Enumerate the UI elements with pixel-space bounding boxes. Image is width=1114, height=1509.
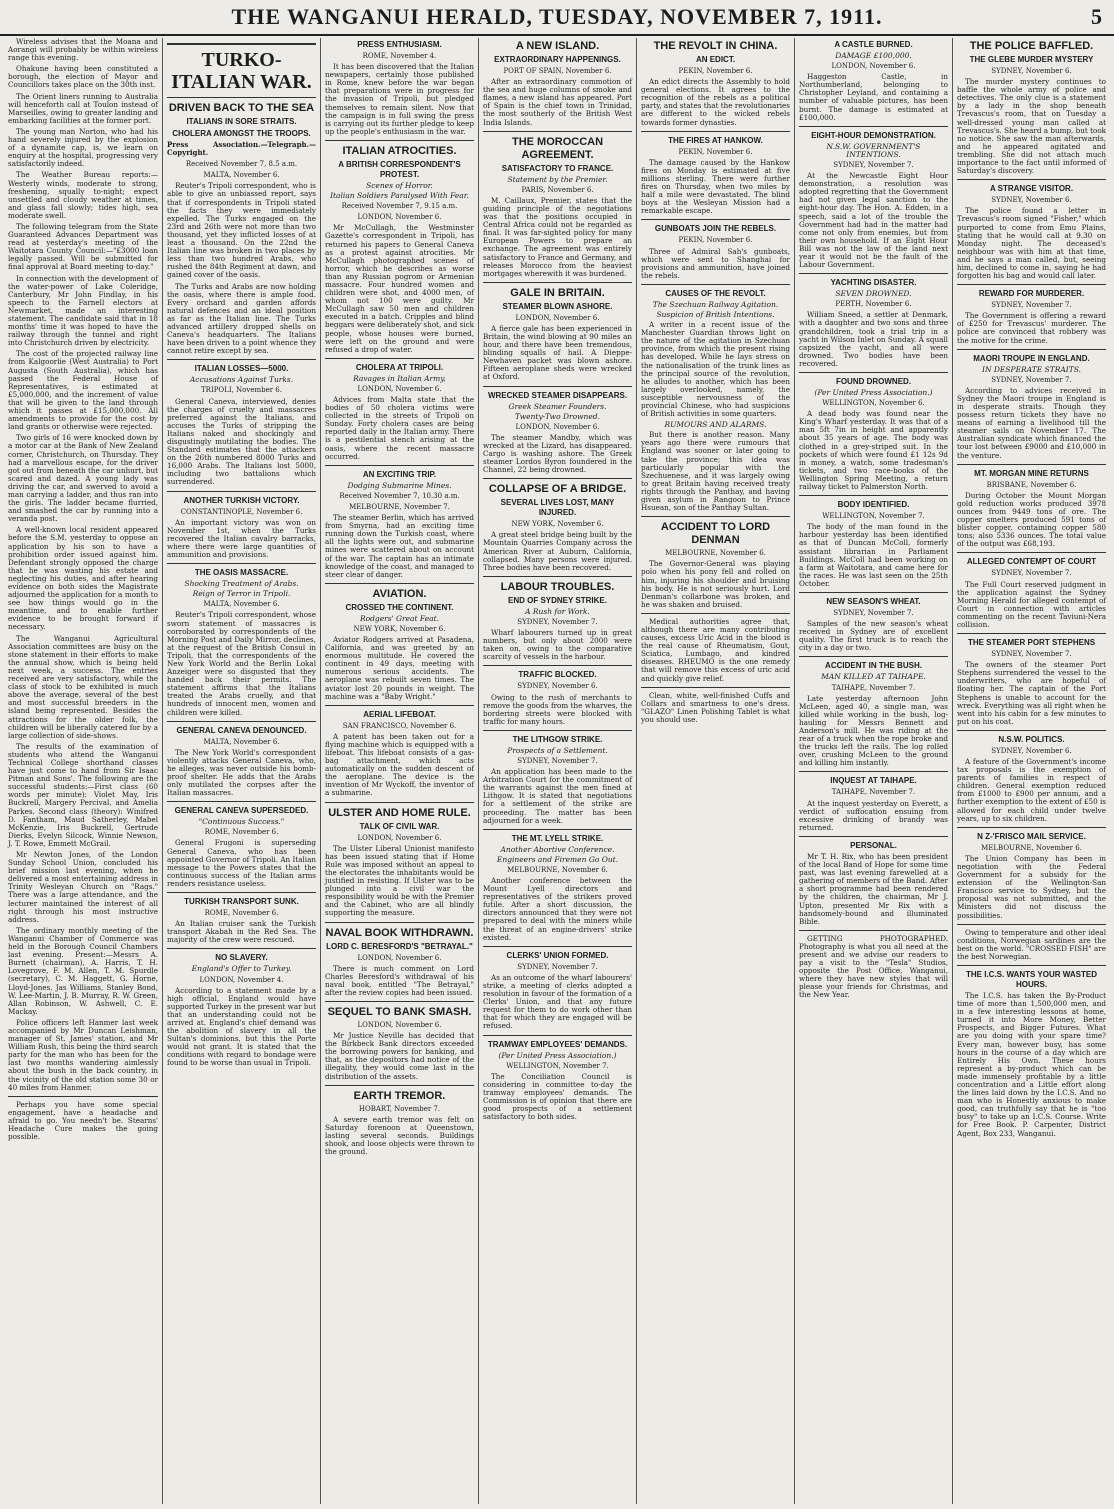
dateline: SYDNEY, November 7. <box>517 962 598 971</box>
subheadline: Twenty-Two Drowned. <box>515 411 600 421</box>
paragraph: Two girls of 16 were knocked down by a motor car at the Bank of New Zealand corner, Christchurch, on Thursday. They had a marvellous escape, for the driver got out from beneath the car unhurt, but scared and dazed. A young lady was driving the car, and swerved to avoid a man carrying a ladder, and thus ran into the girls. The ladder became flurried, and smashed the car by running into a veranda post. <box>8 433 158 524</box>
article-body: A severe earth tremor was felt on Saturday forenoon at Queenstown, lasting several seconds. Buildings shook, and loose objects were thrown to the ground. <box>325 1114 474 1157</box>
subheadline: Scenes of Horror. <box>366 180 433 190</box>
article-body: Wharf labourers turned up in great numbers, but only about 2000 were taken on, owing to the comparative scarcity of vessels in the harbour. <box>483 628 632 662</box>
article-body: The damage caused by the Hankow fires on Monday is estimated at five millions sterling. There were further fires on Thursday, when two miles by half a mile were devastated. The blind boys at the Wesleyan Mission had a remarkable escape. <box>641 157 790 216</box>
dateline: SYDNEY, November 6. <box>991 196 1072 205</box>
dateline: SYDNEY, November 6. <box>517 682 598 691</box>
article-body: Mr McCullagh, the Westminster Gazette's correspondent in Tripoli, has returned his papers to General Caneva as a protest against atrocities. Mr McCullagh photographed scenes of horror, which he describes as worse than any Russian pogrom or Armenian massacre. Four hundred women and children were shot, and 4000 men, of whom not 100 were guilty. Mr McCullagh saw 50 men and children executed in a batch. Cripples and blind beggars were deliberately shot, and sick people, whose houses were burned, were left on the ground and were refused a drop of water. <box>325 223 474 354</box>
divider <box>325 140 474 141</box>
divider <box>325 358 474 359</box>
article-body: An important victory was won on November 1st, when the Turks recovered the Italian cavalry barracks, where there were large quantities of ammunition and provisions. <box>167 517 316 560</box>
dateline: LONDON, November 6. <box>831 62 916 71</box>
dateline: SYDNEY, November 6. <box>991 746 1072 755</box>
subheadline: A Rush for Work. <box>525 606 590 616</box>
paragraph: The following telegram from the State Guaranteed Advances Department was read at yesterday's meeting of the Waitotara County Council:—"£3000 loan legally passed. Will be submitted for final approval at Board meeting to-day." <box>8 221 158 272</box>
headline: GUNBOATS JOIN THE REBELS. <box>654 224 777 234</box>
subheadline: (Per United Press Association.) <box>814 388 933 397</box>
advertisement: Medical authorities agree that, although there are many contributing causes, excess Uric Acid in the blood is the real cause of Rheumatism, Gout, Sciatica, Lumbago, and kindred diseases. RHEUMO is the one remedy that will remove this excess of uric acid and quickly give relief. <box>641 616 790 683</box>
article-body: William Sneed, a settler at Denmark, with a daughter and two sons and three grandchildren, took a trial trip in a yacht in Wilson Inlet on Sunday. A squall capsized the yacht, and all were drowned. Two bodies have been recovered. <box>799 310 948 368</box>
subheadline: THE GLEBE MURDER MYSTERY <box>969 55 1094 64</box>
paragraph: In connection with the development of the water-power of Lake Coleridge, Canterbury, Mr John Findlay, in his speech to the Farnell electors at Newmarket, made an interesting statement. The candidate said that in 18 months' time it was hoped to have the railway through the tunnel and right into Christchurch driven by electricity. <box>8 273 158 348</box>
dateline: ROME, November 6. <box>204 909 279 918</box>
headline: REWARD FOR MURDERER. <box>978 289 1085 299</box>
dateline: PEKIN, November 6. <box>678 147 753 156</box>
column-2 <box>162 38 320 1504</box>
headline: TURKISH TRANSPORT SUNK. <box>184 897 299 907</box>
masthead <box>0 0 1114 36</box>
subheadline: Another Abortive Conference. <box>500 844 615 854</box>
headline: THE MT. LYELL STRIKE. <box>511 833 604 843</box>
dateline: SYDNEY, November 7. <box>991 650 1072 659</box>
received-line: Received November 7, 8.5 a.m. <box>185 160 298 169</box>
divider <box>167 801 316 802</box>
dateline: SYDNEY, November 6. <box>991 67 1072 75</box>
headline: SEQUEL TO BANK SMASH. <box>327 1005 472 1018</box>
article-body: Late yesterday afternoon John McLeen, aged 40, a single man, was killed while working in the bush, log-hauling for Messrs Bennett and Anderson's mill. He was riding at the rear of a truck when the rope broke and the trucks left the rails. The log rolled over, crushing McLeen to the ground and killing him instantly. <box>799 693 948 768</box>
dateline: MELBOURNE, November 6. <box>507 865 608 874</box>
article-body: A great steel bridge being built by the Mountain Quarries Company across the American River at Auburn, California, collapsed. Many persons were injured. Three bodies have been recovered. <box>483 530 632 572</box>
divider <box>325 802 474 803</box>
article-body: At the inquest yesterday on Everett, a verdict of suffocation ensuing from excessive drinking of brandy was returned. <box>799 798 948 832</box>
article-body: The New York World's correspondent violently attacks General Caneva, who, he alleges, was never outside his bomb-proof shelter. He adds that the Arabs only mutilated the corpses after the Italian massacres. <box>167 747 316 798</box>
dateline: LONDON, November 6. <box>357 213 442 222</box>
divider <box>167 43 316 45</box>
paragraph: Ohakune having been constituted a borough, the election of Mayor and Councillors takes place on the 30th inst. <box>8 64 158 90</box>
headline: TRAFFIC BLOCKED. <box>518 670 597 680</box>
article-body: The owners of the steamer Port Stephens surrendered the vessel to the underwriters, who are hopeful of floating her. The captain of the Port Stephens is unable to account for the wreck. Everything was all right when he went into his cabin for a few minutes to put on his coat. <box>957 660 1106 726</box>
dateline: MALTA, November 6. <box>203 171 280 180</box>
dateline: SAN FRANCISCO, November 6. <box>342 721 457 730</box>
divider <box>957 827 1106 828</box>
subheadline: SEVERAL LIVES LOST, MANY INJURED. <box>500 498 615 518</box>
divider <box>483 282 632 283</box>
divider <box>483 730 632 731</box>
subheadline: SEVEN DROWNED. <box>835 289 912 299</box>
headline: CHOLERA AT TRIPOLI. <box>355 362 444 372</box>
headline: MT. MORGAN MINE RETURNS <box>974 468 1089 478</box>
article-body: A fierce gale has been experienced in Britain, the wind blowing at 90 miles an hour, and there have been tremendous, blinding squalls of hail. A Dieppe-Newhaven packet was blown ashore. Fifteen aeroplane sheds were wrecked at Oxford. <box>483 323 632 382</box>
headline: FOUND DROWNED. <box>835 377 912 386</box>
headline: INQUEST AT TAIHAPE. <box>830 776 917 786</box>
article-body: The Governor-General was playing polo when his pony fell and rolled on him, injuring his shoulder and bruising his body. He is not seriously hurt. Lord Denman's collarbone was broken, and he was shaken and bruised. <box>641 559 790 609</box>
newspaper-title: THE WANGANUI HERALD, TUESDAY, NOVEMBER 7, 1911. <box>231 4 883 29</box>
divider <box>799 495 948 496</box>
divider <box>799 592 948 593</box>
column-6 <box>794 38 952 1504</box>
subheadline: EXTRAORDINARY HAPPENINGS. <box>494 55 621 64</box>
dateline: SYDNEY, November 7. <box>517 756 598 765</box>
article-body: There is much comment on Lord Charles Beresford's withdrawal of his naval book, entitled "The Betrayal," after the review copies had been issued. <box>325 963 474 997</box>
dateline: SYDNEY, November 7. <box>833 608 914 617</box>
headline: ACCIDENT IN THE BUSH. <box>825 661 922 671</box>
article-body: Aviator Rodgers arrived at Pasadena, California, and was greeted by an enormous multitude. He covered the continent in 49 days, meeting with numerous serious accidents. The aeroplane was rebuilt seven times. The aviator lost 20 pounds in weight. The machine was a "Baby Wright." <box>325 634 474 701</box>
subheadline: Greek Steamer Founders. <box>508 401 607 411</box>
subheadline: The Szechuan Railway Agitation. <box>652 299 779 309</box>
headline: THE OASIS MASSACRE. <box>194 568 289 578</box>
paragraph: Police officers left Hanmer last week accompanied by Mr Duncan Leishman, manager of St. James' station, and Mr William Rush, this being the third search party for the man who has been for the last two months wandering aimlessly about the bush in the back country, in the vicinity of the old station some 30 or 40 miles from Hanmer. <box>8 1017 158 1092</box>
headline: ANOTHER TURKISH VICTORY. <box>183 495 300 505</box>
subheadline: Italian Soldiers Paralysed With Fear. <box>330 191 469 201</box>
dateline: TAIHAPE, November 7. <box>831 788 916 797</box>
dateline: LONDON, November 6. <box>357 833 442 842</box>
article-body: The body of the man found in the harbour yesterday has been identified as that of Duncan McColl, formerly assistant librarian in Parliament Buildings. McColl had been working on a farm at Waitotara, and came here for the races. He was last seen on the 25th October. <box>799 522 948 588</box>
advertisement: The I.C.S. has taken the By-Product time of more than 1,500,000 men, and in a few interesting lessons at home, turned it into More Money, Better Prospects, and Bigger Futures. What are you doing with your spare time? Every man, however busy, has some hours in the course of a day which are Entirely His Own. These hours represent a by-product which can be made immensely profitable by a little concentration and a Little effort along the lines laid down by the I.C.S. And no man who is Honestly anxious to make good, can truthfully say that he is "too busy" to take up an I.C.S. Course. Write for Free Book. P. Carpenter, District Agent, Box 233, Wanganui. <box>957 990 1106 1138</box>
subheadline: (Per United Press Association.) <box>498 1050 617 1060</box>
dateline: LONDON, November 4. <box>199 975 284 984</box>
article-body: After an extraordinary commotion of the sea and huge columns of smoke and flames, a new island has appeared. Port of Spain is the chief town in Trinidad, the most southerly of the British West India Islands. <box>483 77 632 127</box>
article-body: The police found a letter in Trevascus's room signed "Fisher," which purported to come from Emu Plains, stating that he would call at 9.30 on Monday night. The deceased's neighbour was with him at that time, and he says a man called, but, seeing him, declined to come in, saying he had forgotten his bag and would call later. <box>957 206 1106 281</box>
dateline: CONSTANTINOPLE, November 6. <box>180 507 303 516</box>
headline: ACCIDENT TO LORD DENMAN <box>660 521 771 547</box>
headline: AN EXCITING TRIP. <box>362 469 437 479</box>
divider <box>641 687 790 688</box>
subheadline: CROSSED THE CONTINENT. <box>345 602 454 612</box>
article-body: An application has been made to the Arbitration Court for the commitment of the warrants against the men fined at Lithgow. It is stated that negotiations for a settlement of the strike are proceeding. The matter has been adjourned for a week. <box>483 767 632 825</box>
headline: THE I.C.S. WANTS YOUR WASTED HOURS. <box>966 969 1097 989</box>
article-body: The Union Company has been in negotiation with the Federal Government for a subsidy for the extension of the Wellington-San Francisco service to Sydney, but the proposal was not submitted, and the Ministers did not discuss the possibilities. <box>957 853 1106 920</box>
dateline: LONDON, November 6. <box>515 313 600 322</box>
dateline: MALTA, November 6. <box>203 737 280 746</box>
divider <box>799 372 948 373</box>
subheadline: Statement by the Premier. <box>507 174 608 184</box>
headline: A STRANGE VISITOR. <box>989 184 1074 194</box>
subheadline: AN EDICT. <box>695 55 736 64</box>
subheadline: Ravages in Italian Army. <box>353 373 446 383</box>
divider <box>799 273 948 274</box>
subheadline: England's Offer to Turkey. <box>191 964 292 974</box>
divider <box>641 516 790 517</box>
divider <box>167 721 316 722</box>
headline: NAVAL BOOK WITHDRAWN. <box>325 926 474 939</box>
divider <box>957 965 1106 966</box>
dateline: WELLINGTON, November 7. <box>822 512 925 521</box>
divider <box>325 1001 474 1002</box>
advertisement: Owing to temperature and other ideal conditions, Norwegian sardines are the best on the world. "CROSSED FISH" are the best Norwegian. <box>957 927 1106 961</box>
headline: GENERAL CANEVA DENOUNCED. <box>176 725 307 735</box>
article-body: According to a statement made by a high official, England would have supported Turkey in the present war but that an understanding could not be arrived at. England's chief demand was the abolition of slavery in all the Sultan's dominions, but this the Porte would not grant. It is stated that the conditions with regard to bondage were found to be worse than usual in Tripoli. <box>167 985 316 1068</box>
dateline: NEW YORK, November 6. <box>511 520 604 529</box>
dateline: MELBOURNE, November 6. <box>665 549 766 558</box>
headline: WRECKED STEAMER DISAPPEARS. <box>487 390 628 400</box>
column-1 <box>4 38 162 1504</box>
received-line: Received November 7, 10.30 a.m. <box>339 491 460 500</box>
dateline: LONDON, November 6. <box>515 422 600 431</box>
headline: THE LITHGOW STRIKE. <box>512 734 603 744</box>
subheadline: IN DESPERATE STRAITS. <box>982 364 1081 374</box>
subheadline: LORD C. BERESFORD'S "BETRAYAL." <box>326 941 473 951</box>
dateline: MELBOURNE, November 6. <box>981 843 1082 852</box>
dateline: LONDON, November 6. <box>357 384 442 393</box>
headline: NO SLAVERY. <box>215 953 268 963</box>
headline: THE REVOLT IN CHINA. <box>653 40 778 52</box>
dateline: BRISBANE, November 6. <box>986 480 1077 489</box>
subheadline: Rodgers' Great Feat. <box>359 613 440 623</box>
dateline: MALTA, November 6. <box>203 600 280 609</box>
subheadline: RUMOURS AND ALARMS. <box>664 420 767 430</box>
dateline: SYDNEY, November 7. <box>833 160 914 169</box>
paragraph: The Weather Bureau reports:—Westerly winds, moderate to strong, freshening, squally to-night; expect unsettled and cloudy weather at times, and glass fall slowly; tides high, sea moderate swell. <box>8 170 158 220</box>
article-body: The steamer Mandby, which was wrecked at the Lizard, has disappeared. Cargo is washing ashore. The Greek steamer Lordos Byron foundered in the Channel, 22 being drowned. <box>483 432 632 475</box>
subheadline: SATISFACTORY TO FRANCE. <box>501 163 614 173</box>
advertisement: Clean, white, well-finished Cuffs and Collars and smartness to one's dress. "GLAZO" Linen Polishing Tablet is what you should use. <box>641 690 790 724</box>
divider <box>483 946 632 947</box>
article-body: Advices from Malta state that the bodies of 50 cholera victims were collected in the streets of Tripoli on Sunday. Forty cholera cases are being reported daily in the Italian army. There is a pestilential stench arising at the oasis, where the recent massacre occurred. <box>325 395 474 461</box>
article-body: A dead body was found near the King's Wharf yesterday. It was that of a man 5ft 7in in height and apparently about 35 years of age. The body was clothed in a grey-striped suit. In the pockets of which were found £1 12s 9d in money, a watch, some tradesman's tickets, and two race-books of the Wellington Spring Meeting, a return railway ticket to Palmerston North. <box>799 409 948 492</box>
dateline: SYDNEY, November 7. <box>991 301 1072 310</box>
divider <box>957 284 1106 285</box>
subheadline: Dodging Submarine Mines. <box>347 480 452 490</box>
dateline: NEW YORK, November 6. <box>353 624 446 633</box>
article-body: Haggeston Castle, in Northumberland, belonging to Christopher Leyland, and containing a number of valuable pictures, has been burnt. The damage is estimated at £100,000. <box>799 72 948 122</box>
page-number: 5 <box>1091 4 1102 29</box>
divider <box>167 359 316 360</box>
dateline: SYDNEY, November 7. <box>991 569 1072 578</box>
article-body: A writer in a recent issue of the Manchester Guardian throws light on the nature of the agitation in Szechuan province, from which the present rising has developed. While he lays stress on the nationalisation of the trunk lines as the principal source of the revolution, he alludes to another, which has been largely overlooked, namely, the susceptible nervousness of the provincial Chinese, who had suspicions of British activities in some quarters. <box>641 320 790 419</box>
headline: A CASTLE BURNED. <box>834 40 913 49</box>
divider <box>167 97 316 98</box>
divider <box>325 922 474 923</box>
headline: NEW SEASON'S WHEAT. <box>826 596 921 606</box>
subheadline: "Continuous Success." <box>198 817 285 827</box>
divider <box>483 665 632 666</box>
headline: EIGHT-HOUR DEMONSTRATION. <box>811 130 936 140</box>
press-credit: Press Association.—Telegraph.—Copyright. <box>167 140 316 158</box>
divider <box>483 478 632 479</box>
article-body: The murder mystery continues to baffle the whole army of police and detectives. The only clue is a statement by a lady in the shop beneath Trevascus's room, that on Tuesday a well-dressed young man called at Trevascus's. She heard a bump, but took no notice. She saw the man afterwards, and he appeared agitated and trembling. She did not attach much importance to the fact until informed of Saturday's discovery. <box>957 77 1106 176</box>
advertisement: GETTING PHOTOGRAPHED. Photography is what you all need at the present and we advise our readers to pay a visit to the "Tesla" Studios, opposite the Post Office, Wanganui, where they have new styles that will please your friends for Christmas, and the New Year. <box>799 933 948 1000</box>
article-body: Samples of the new season's wheat received in Sydney are of excellent quality. The first truck is to reach the city in a day or two. <box>799 619 948 653</box>
headline: CAUSES OF THE REVOLT. <box>665 288 766 298</box>
divider <box>799 656 948 657</box>
article-body: Owing to the rush of merchants to remove the goods from the wharves, the bordering streets were blocked with traffic for many hours. <box>483 692 632 726</box>
dateline: TAIHAPE, November 7. <box>831 683 916 692</box>
divider <box>641 131 790 132</box>
paragraph: The results of the examination of students who attend the Wanganui Technical College shorthand classes have just come to hand from Sir Isaac Pitman and Sons'. The following are the successful students:—First class (60 words per minute): Violet May, Iris Buckrell, Margery Percival, and Amelia Parkes. Second class (theory): Winifred D. Fantham, Maud Satherley, Mabel McKenzie, Iris Buckrell, Gertrude Dierks, Evelyn Silcock, Winnie Newson, J. T. Rowe, Emmett McGrail. <box>8 741 158 848</box>
divider <box>799 930 948 931</box>
article-body: M. Caillaux, Premier, states that the guiding principle of the negotiations was that the positions occupied in Central Africa could not be regarded as final. It was far-sighted policy for many European Powers to prepare an exchange. The agreement was entirely satisfactory to France and Germany, and releases Morocco from the heaviest mortgages wherewith it was burdened. <box>483 195 632 278</box>
column-3 <box>320 38 478 1504</box>
divider <box>325 583 474 584</box>
paragraph: A well-known local resident appeared before the S.M. yesterday to oppose an application by his son to have a prohibition order issued against him. Defendant strongly opposed the charge that he was wasting his estate and neglecting his duties, and after hearing evidence on both sides the Magistrate adjourned the application for a month to see how things would go in the meantime, and to enable further evidence to be brought forward if necessary. <box>8 525 158 632</box>
dateline: LONDON, November 6. <box>357 953 442 962</box>
divider <box>483 131 632 132</box>
headline: MAORI TROUPE IN ENGLAND. <box>973 353 1090 363</box>
article-body: An edict directs the Assembly to hold general elections. It agrees to the recognition of the rebels as a political party, and states that the revolutionaries are different to the wicked rebels towards former dynasties. <box>641 77 790 127</box>
headline: THE STEAMER PORT STEPHENS <box>967 638 1096 648</box>
divider <box>641 219 790 220</box>
dateline: MELBOURNE, November 7. <box>349 502 450 511</box>
dateline: PEKIN, November 6. <box>678 67 753 75</box>
column-4 <box>478 38 636 1504</box>
article-body: It has been discovered that the Italian newspapers, certainly those published in Rome, knew before the war began that preparations were in progress for the invasion of Tripoli, but pledged themselves to remain silent. Now that the campaign is in full swing the press is carrying out its further pledge to keep up the people's enthusiasm in the war. <box>325 62 474 136</box>
headline: TRAMWAY EMPLOYEES' DEMANDS. <box>487 1039 628 1049</box>
article-body: General Frugoni is superseding General Caneva, who has been appointed Governor of Tripoli. An Italian message to the Powers states that the continuous success of the Italian arms renders resistance useless. <box>167 838 316 888</box>
received-line: Received November 7, 9.15 a.m. <box>341 202 458 211</box>
divider <box>799 126 948 127</box>
dateline: SYDNEY, November 7. <box>517 617 598 626</box>
article-body: As an outcome of the wharf labourers' strike, a meeting of clerks adopted a resolution in favour of the formation of a Clerks' Union, and that any future request for them to do work other than that for which they are engaged will be refused. <box>483 972 632 1031</box>
article-body: The steamer Berlin, which has arrived from Smyrna, had an exciting time running down the Turkish coast, where all the lights were out, and submarine mines were scattered about on account of the war. The captain has an intimate knowledge of the coast, and managed to steer clear of danger. <box>325 513 474 579</box>
divider <box>483 386 632 387</box>
subheadline: TALK OF CIVIL WAR. <box>359 821 440 831</box>
dateline: PERTH, November 6. <box>835 300 912 309</box>
headline: DRIVEN BACK TO THE SEA <box>168 102 315 114</box>
subheadline: DAMAGE £100,000. <box>835 51 912 60</box>
headline: PRESS ENTHUSIASM. <box>357 40 442 49</box>
columns <box>4 38 1110 1504</box>
article-body: According to advices received in Sydney the Maori troupe in England is in desperate straits. Though they possess return tickets they have no means of earning a livelihood till the steamer sails on November 17. The Australian syndicate which financed the tour lost between £9000 and £10,000 in the venture. <box>957 385 1106 460</box>
dateline: LONDON, November 6. <box>357 1020 442 1029</box>
subheadline: Reign of Terror in Tripoli. <box>192 589 291 599</box>
subheadline: END OF SYDNEY STRIKE. <box>508 595 607 605</box>
column-7 <box>952 38 1110 1504</box>
subheadline: ITALIANS IN SORE STRAITS. <box>186 117 297 126</box>
paragraph: The Wanganui Agricultural Association committees are busy on the stone statement in their efforts to make the annual show, which is being held next week, a success. The entries received are very satisfactory, while the class of stock to be exhibited is much above the average, several of the best and most successful breeders in the island being represented. Besides the attractions for the older folk, the children will be liberally catered for by a large collection of side-shows. <box>8 633 158 740</box>
divider <box>641 284 790 285</box>
article-body: The Conciliation Council is considering in committee to-day the tramway employees' demands. The Commission is of opinion that there are good prospects of a settlement satisfactory to both sides. <box>483 1071 632 1122</box>
headline: YACHTING DISASTER. <box>830 278 917 288</box>
headline: THE FIRES AT HANKOW. <box>668 135 763 145</box>
divider <box>957 464 1106 465</box>
article-body: General Caneva, interviewed, denies the charges of cruelty and massacres preferred against the Italians, and accuses the Turks of stripping the Italians naked and shockingly and disgustingly mutilating the bodies. The Standard estimates that the attackers on the 26th numbered 8000 Turks and 16,000 Arabs. The Italians lost 5000, including two battalions which surrendered. <box>167 396 316 487</box>
headline: LABOUR TROUBLES. <box>500 580 615 593</box>
article-body: An Italian cruiser sank the Turkish transport Akabah in the Red Sea. The majority of the crew were rescued. <box>167 919 316 945</box>
headline: BODY IDENTIFIED. <box>837 500 910 510</box>
dateline: ROME, November 4. <box>362 52 437 60</box>
headline: AVIATION. <box>372 587 427 600</box>
headline: GENERAL CANEVA SUPERSEDED. <box>174 806 309 816</box>
article-body: Another conference between the Mount Lyell directors and representatives of the strikers proved futile. After a short discussion, the directors announced that they were not prepared to deal with the miners while the threat of an engine-drivers' strike existed. <box>483 876 632 942</box>
divider <box>799 836 948 837</box>
divider <box>167 491 316 492</box>
subheadline: CHOLERA AMONGST THE TROOPS. <box>172 129 311 138</box>
headline: ALLEGED CONTEMPT OF COURT <box>966 557 1097 567</box>
headline: THE MOROCCAN AGREEMENT. <box>511 135 604 161</box>
headline: N Z-'FRISCO MAIL SERVICE. <box>977 831 1086 841</box>
subheadline: N.S.W. GOVERNMENT'S INTENTIONS. <box>826 141 921 159</box>
subheadline: Accusations Against Turks. <box>189 375 294 385</box>
divider <box>483 576 632 577</box>
dateline: HOBART, November 7. <box>358 1104 441 1113</box>
subheadline: Prospects of a Settlement. <box>507 745 608 755</box>
dateline: WELLINGTON, November 7. <box>506 1061 609 1070</box>
article-body: But there is another reason. Many years ago there were rumours that England was sooner or later going to take the province; this idea was particularly popular with the Szechuenese, and it was largely owing to great Britain having received treaty rights through the Panthay, and having given asylum in Rangoon to Prince Hsuean, son of the Panthay Sultan. <box>641 430 790 513</box>
headline: AERIAL LIFEBOAT. <box>363 709 436 719</box>
divider <box>325 1085 474 1086</box>
article-body: At the Newcastle Eight Hour demonstration, a resolution was adopted regretting that the Government had not given legal sanction to the eight-hour day. The Hon. A. Edden, in a speech, said a lot of the trouble the Government had had in the matter had come not only from enemies, but from their own household. If an Eight Hour Bill was not the law of the land next year it would not be the fault of the Labour Government. <box>799 171 948 270</box>
article-body: Mr Justice Neville has decided that the Birkbeck Bank directors exceeded the borrowing powers for banking, and that, as the depositors had notice of the illegality, they would come last in the distribution of the assets. <box>325 1031 474 1081</box>
article-body: The Turks and Arabs are now holding the oasis, where there is ample food. Every orchard and garden affords natural defences and an ideal position as far as the Italian line. The Turks advanced artillery dropped shells on Caneva's headquarters. The Italians have been driven to a point whence they cannot retire except by sea. <box>167 281 316 356</box>
headline: CLERKS' UNION FORMED. <box>506 950 609 960</box>
article-body: Reuter's Tripoli correspondent, who is able to give an unbiassed report, says that if correspondents in Tripoli stated the facts they were immediately expelled. The Turks engaged on the 23rd and 26th were not more than two thousand, yet they inflicted losses of at least a thousand. On the 22nd the Italian line was broken in two places by less than two hundred Arabs, who rushed the 84th Regiment at dawn, and gained cover of the oasis. <box>167 181 316 280</box>
dateline: TRIPOLI, November 6. <box>201 386 282 395</box>
article-body: Reuter's Tripoli correspondent, whose sworn statement of massacres is corroborated by correspondents of the Morning Post and Daily Mirror, declines, at the request of the British Consul in Tripoli, that the correspondents of the New York World and the Berlin Lokal Anzeiger were so disgusted that they handed back their permits. The statement affirms that the Italians treated the Arabs cruelly, and that hundreds of innocent men, women and children were killed. <box>167 610 316 717</box>
headline: ITALIAN ATROCITIES. <box>342 144 457 157</box>
article-body: The Ulster Liberal Unionist manifesto has been issued stating that if Home Rule was imposed without an appeal to the electorates the inhabitants would be justified in resisting. If Ulster was to be plunged into a civil war the responsibility would be with the Premier and the Cabinet, who are all blindly supporting the measure. <box>325 843 474 918</box>
article-body: The Government is offering a reward of £250 for Trevascus' murderer. The police are convinced that robbery was the motive for the crime. <box>957 311 1106 345</box>
divider <box>483 829 632 830</box>
divider <box>325 705 474 706</box>
divider <box>957 633 1106 634</box>
divider <box>325 465 474 466</box>
divider <box>483 1035 632 1036</box>
headline: THE POLICE BAFFLED. <box>969 40 1094 52</box>
headline: N.S.W. POLITICS. <box>998 734 1065 744</box>
headline-war: TURKO-ITALIAN WAR. <box>171 49 312 93</box>
dateline: ROME, November 6. <box>204 828 279 837</box>
dateline: PARIS, November 6. <box>521 185 594 194</box>
divider <box>641 613 790 614</box>
divider <box>799 771 948 772</box>
divider <box>8 1096 158 1097</box>
paragraph: The young man Norton, who had his hand severely injured by the explosion of a dynamite cap, is, we learn on enquiry at the hospital, progressing very satisfactorily indeed. <box>8 126 158 169</box>
subheadline: A BRITISH CORRESPONDENT'S PROTEST. <box>338 159 461 179</box>
subheadline: Suspicion of British Intentions. <box>656 309 775 319</box>
article-body: A patent has been taken out for a flying machine which is equipped with a lifeboat. This lifeboat consists of a gas-bag attachment, which acts automatically on the sudden descent of the aeroplane. The device is the invention of Mr Wyckoff, the inventor of a submarine. <box>325 731 474 798</box>
paragraph: The Orient liners running to Australia will henceforth call at Toulon instead of Marseilles, owing to greater landing and embarking facilities at the former port. <box>8 91 158 125</box>
subheadline: MAN KILLED AT TAIHAPE. <box>821 672 926 682</box>
paragraph: Perhaps you have some special engagement, have a headache and afraid to go. You needn't be. Stearns' Headache Cure makes the going possible. <box>8 1099 158 1142</box>
divider <box>957 552 1106 553</box>
subheadline: Engineers and Firemen Go Out. <box>496 854 619 864</box>
paragraph: The ordinary monthly meeting of the Wanganui Chamber of Commerce was held in the Borough Council Chambers last evening. Present:—Messrs A. Burnett (chairman), A. Harris, T. H. Lovegrove, F. M. Allen, T. M. Spurdle (secretary), C. M. Haggett, G. Horne, Lloyd-Jones, Jas Williams, Stanley Bond, W. Lee-Martin, J. B. Murray, R. W. Green, Allan Robinson, W. Ashwell, C. E. Mackay. <box>8 925 158 1016</box>
divider <box>957 349 1106 350</box>
dateline: PORT OF SPAIN, November 6. <box>503 67 612 75</box>
subheadline: STEAMER BLOWN ASHORE. <box>502 301 613 311</box>
article-body: Three of Admiral Sah's gunboats, which were sent to Shanghai for provisions and ammunition, have joined the rebels. <box>641 246 790 280</box>
headline: A NEW ISLAND. <box>515 40 600 52</box>
headline: COLLAPSE OF A BRIDGE. <box>488 483 627 496</box>
divider <box>957 924 1106 925</box>
divider <box>957 179 1106 180</box>
divider <box>957 730 1106 731</box>
article-body: Mr T. H. Rix, who has been president of the local Band of Hope for some time past, was last evening farewelled at a gathering of members of the Band. After a short programme had been rendered by the children, the chairman, Mr J. Upton, presented Mr Rix with a handsomely-bound and illuminated Bible. <box>799 851 948 926</box>
divider <box>167 892 316 893</box>
subheadline: Shocking Treatment of Arabs. <box>184 579 299 589</box>
headline: ULSTER AND HOME RULE. <box>328 806 471 819</box>
dateline: PEKIN, November 6. <box>678 236 753 245</box>
article-body: During October the Mount Morgan gold reduction works produced 3978 ounces from 9449 tons of ore. The copper smelters produced 591 tons of blister copper, containing copper 580 tons; also 5336 ounces. The total value of the output was £68,193. <box>957 490 1106 549</box>
article-body: The Full Court reserved judgment in the application against the Sydney Morning Herald for alleged contempt of Court in connection with articles commenting on the recent Taviuni-Nera collision. <box>957 579 1106 629</box>
divider <box>167 948 316 949</box>
column-5 <box>636 38 794 1504</box>
headline: PERSONAL. <box>850 840 897 850</box>
paragraph: The cost of the projected railway line from Kalgoorlie (West Australia) to Port Augusta (South Australia), which has passed the Federal House of Representatives, is estimated at £5,000,000, and the increment of value that will be given to the land through which it passes at £15,000,000. All amendments to provide for the cost by land grants or otherwise were rejected. <box>8 349 158 432</box>
paragraph: Wireless advises that the Moana and Aorangi will probably be within wireless range this evening. <box>8 38 158 63</box>
article-body: A feature of the Government's income tax proposals is the exemption of parents of families in respect of children. General exemption reduced from £1000 to £900 per annum, and a further exemption to the extent of £50 is allowed for each child under twelve years, up to six children. <box>957 757 1106 823</box>
divider <box>167 563 316 564</box>
headline: ITALIAN LOSSES—5000. <box>194 364 289 374</box>
headline: EARTH TREMOR. <box>353 1089 446 1102</box>
dateline: SYDNEY, November 7. <box>991 375 1072 384</box>
dateline: WELLINGTON, November 6. <box>822 399 925 408</box>
paragraph: Mr Newton Jones, of the London Sunday School Union, concluded his brief mission last evening, when he delivered a most entertaining address in Trinity Wesleyan Church on "Rags." There was a large attendance, and the lecturer maintained the interest of all right through his most instructive address. <box>8 850 158 924</box>
headline: GALE IN BRITAIN. <box>510 286 605 299</box>
